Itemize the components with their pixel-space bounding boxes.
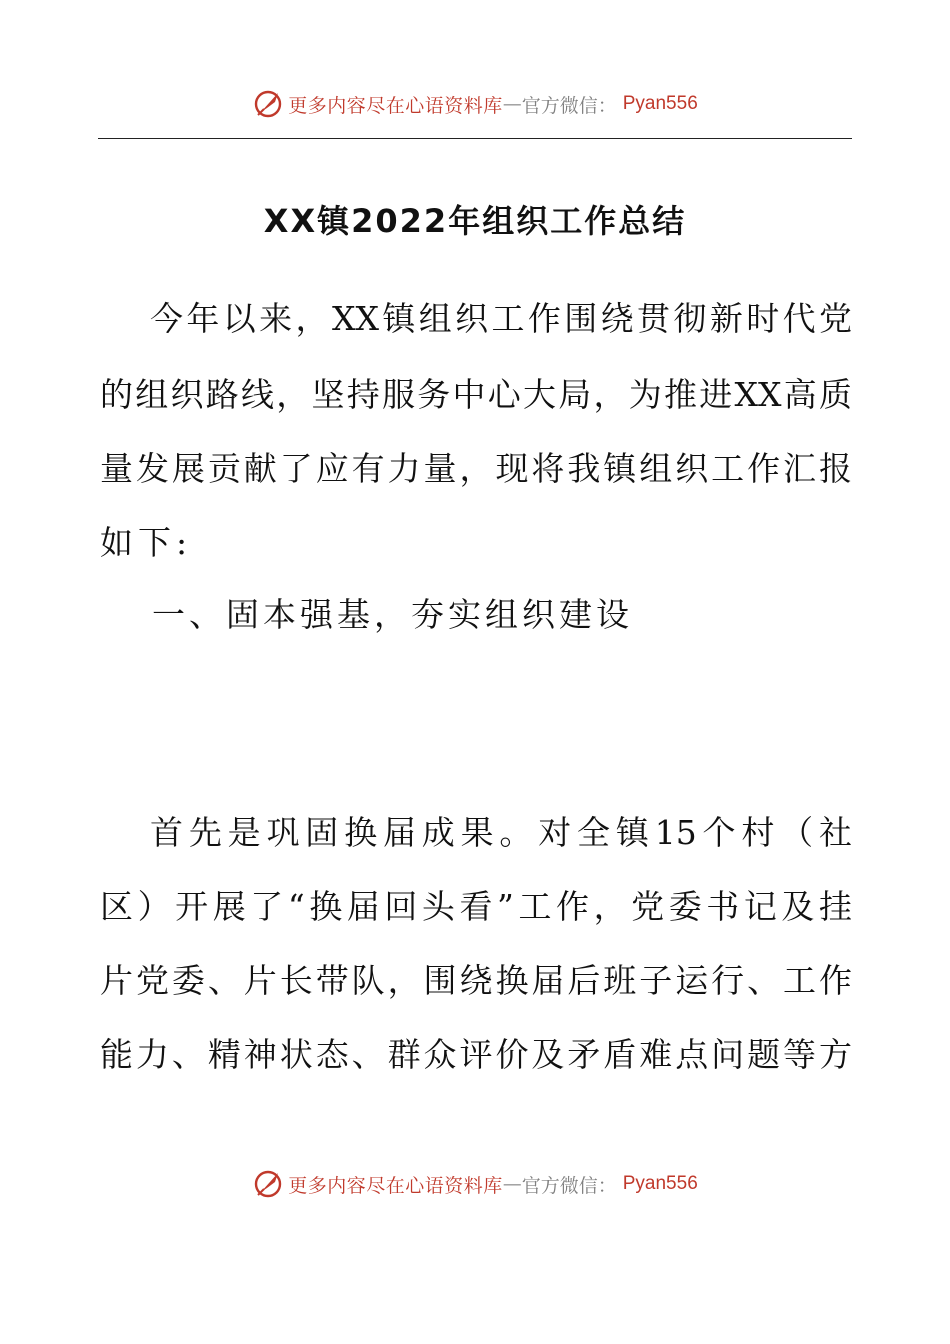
banner-brand: 更多内容尽在心语资料库: [288, 94, 503, 117]
quill-pen-logo-icon: [252, 88, 284, 120]
paragraph-line: 今年以来，XX镇组织工作围绕贯彻新时代党: [150, 299, 852, 338]
banner-wechat-id: Pyan556: [622, 1173, 698, 1194]
quill-pen-logo-icon: [252, 1168, 284, 1200]
paragraph-line: 的组织路线，坚持服务中心大局，为推进XX高质: [100, 375, 852, 414]
header-divider: [98, 138, 852, 139]
banner-dash: —: [502, 1173, 522, 1195]
paragraph-line: 能力、精神状态、群众评价及矛盾难点问题等方: [100, 1035, 852, 1074]
banner-official-label: 官方微信：: [521, 1174, 617, 1197]
section-heading: 一、固本强基，夯实组织建设: [152, 595, 633, 634]
paragraph-line: 如下:: [100, 523, 193, 562]
paragraph-line: 首先是巩固换届成果。对全镇15个村（社: [150, 813, 852, 852]
banner-official-label: 官方微信：: [521, 94, 617, 117]
paragraph-line: 量发展贡献了应有力量，现将我镇组织工作汇报: [100, 449, 852, 488]
paragraph-line: 区）开展了“换届回头看”工作，党委书记及挂: [100, 887, 852, 926]
paragraph-line: 片党委、片长带队，围绕换届后班子运行、工作: [100, 961, 852, 1000]
document-title: XX镇2022年组织工作总结: [263, 202, 687, 240]
banner-wechat-id: Pyan556: [622, 93, 698, 114]
banner-dash: —: [502, 93, 522, 115]
header-banner: [0, 84, 950, 124]
banner-brand: 更多内容尽在心语资料库: [288, 1174, 503, 1197]
footer-banner: [0, 1164, 950, 1204]
